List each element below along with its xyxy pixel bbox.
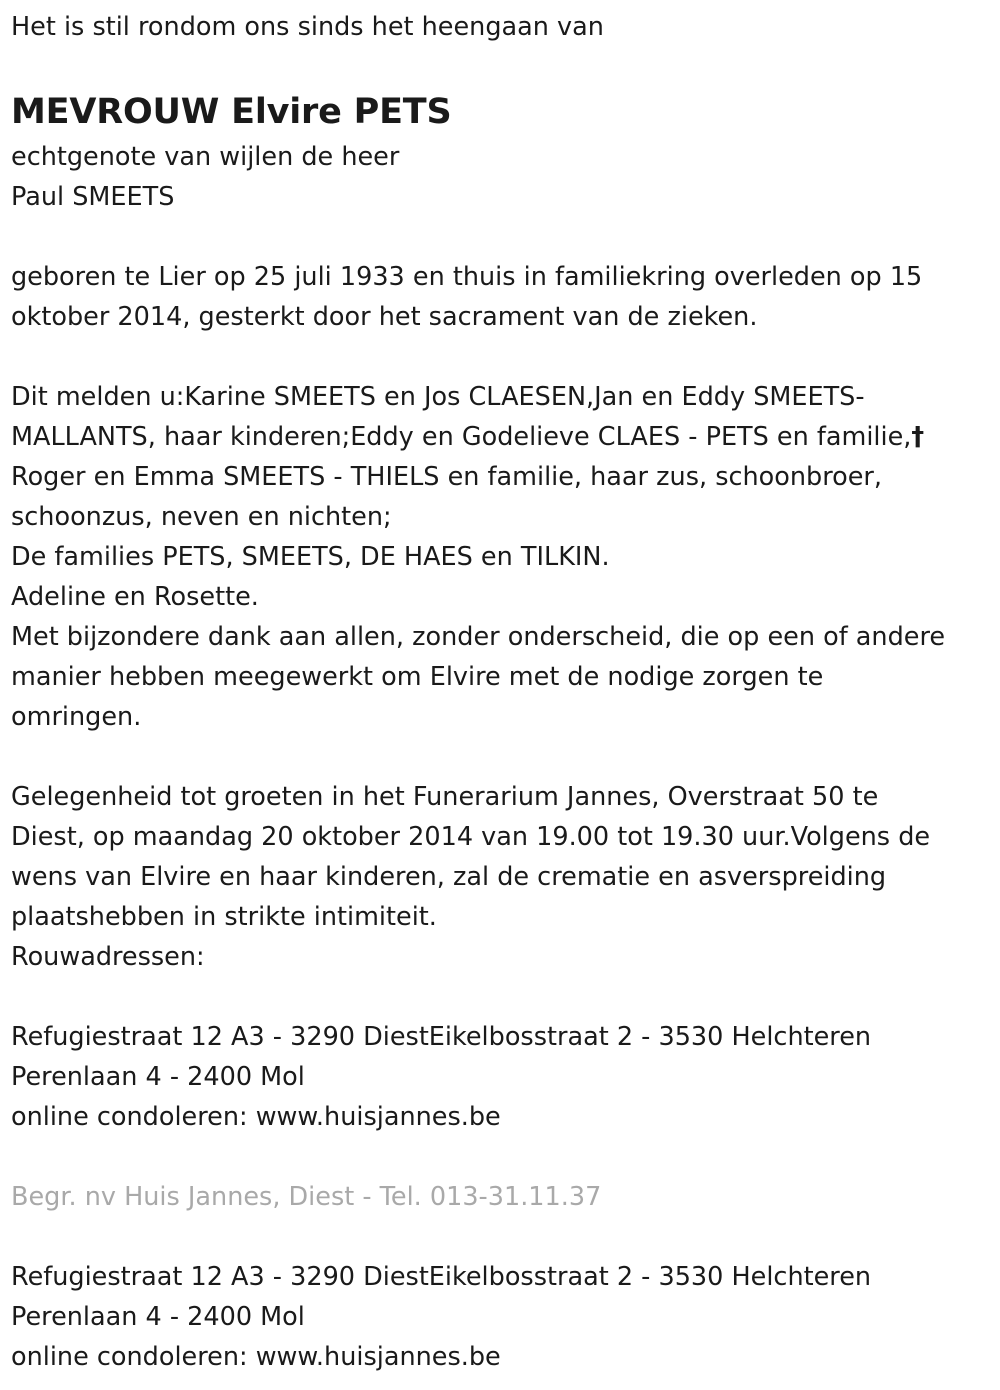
spouse-line-2: Paul SMEETS xyxy=(11,182,175,212)
spouse-line-1: echtgenote van wijlen de heer xyxy=(11,142,400,172)
announcers-line-2 xyxy=(11,417,990,457)
undertaker-info: Begr. nv Huis Jannes, Diest - Tel. 013-31.11.37 xyxy=(11,1182,602,1212)
deceased-name: MEVROUW Elvire PETS xyxy=(11,92,452,132)
visitation-line-4: plaatshebben in strikte intimiteit. xyxy=(11,902,437,932)
spacer xyxy=(11,977,990,1017)
address-2-line-1: Refugiestraat 12 A3 - 3290 DiestEikelbosstraat 2 - 3530 Helchteren xyxy=(11,1262,872,1292)
announcers-line-5: De families PETS, SMEETS, DE HAES en TILKIN. xyxy=(11,542,610,572)
spacer xyxy=(11,47,990,87)
announcers-line-2-text: MALLANTS, haar kinderen;Eddy en Godelieve CLAES - PETS en familie, xyxy=(11,422,912,452)
announcers-line-7: Met bijzondere dank aan allen, zonder onderscheid, die op een of andere xyxy=(11,622,946,652)
address-2-line-2: Perenlaan 4 - 2400 Mol xyxy=(11,1302,305,1332)
birth-death-line-2: oktober 2014, gesterkt door het sacrament van de zieken. xyxy=(11,302,758,332)
announcers-line-9: omringen. xyxy=(11,702,142,732)
visitation-line-3: wens van Elvire en haar kinderen, zal de crematie en asverspreiding xyxy=(11,862,887,892)
spacer xyxy=(11,1137,990,1177)
intro-text: Het is stil rondom ons sinds het heengaan van xyxy=(11,12,604,42)
cross-icon: † xyxy=(911,422,925,452)
birth-death-line-1: geboren te Lier op 25 juli 1933 en thuis in familiekring overleden op 15 xyxy=(11,262,923,292)
mourning-addresses-heading: Rouwadressen: xyxy=(11,942,205,972)
announcers-line-8: manier hebben meegewerkt om Elvire met de nodige zorgen te xyxy=(11,662,824,692)
announcers-line-1: Dit melden u:Karine SMEETS en Jos CLAESEN,Jan en Eddy SMEETS- xyxy=(11,382,865,412)
spacer xyxy=(11,337,990,377)
spacer xyxy=(11,737,990,777)
visitation-line-1: Gelegenheid tot groeten in het Funerarium Jannes, Overstraat 50 te xyxy=(11,782,879,812)
announcers-line-3: Roger en Emma SMEETS - THIELS en familie, haar zus, schoonbroer, xyxy=(11,462,883,492)
announcers-line-4: schoonzus, neven en nichten; xyxy=(11,502,392,532)
spacer xyxy=(11,1217,990,1257)
address-1-line-1: Refugiestraat 12 A3 - 3290 DiestEikelbosstraat 2 - 3530 Helchteren xyxy=(11,1022,872,1052)
announcers-line-6: Adeline en Rosette. xyxy=(11,582,259,612)
online-condolence-1: online condoleren: www.huisjannes.be xyxy=(11,1102,501,1132)
address-1-line-2: Perenlaan 4 - 2400 Mol xyxy=(11,1062,305,1092)
visitation-line-2: Diest, op maandag 20 oktober 2014 van 19.00 tot 19.30 uur.Volgens de xyxy=(11,822,931,852)
spacer xyxy=(11,217,990,257)
online-condolence-2: online condoleren: www.huisjannes.be xyxy=(11,1342,501,1372)
